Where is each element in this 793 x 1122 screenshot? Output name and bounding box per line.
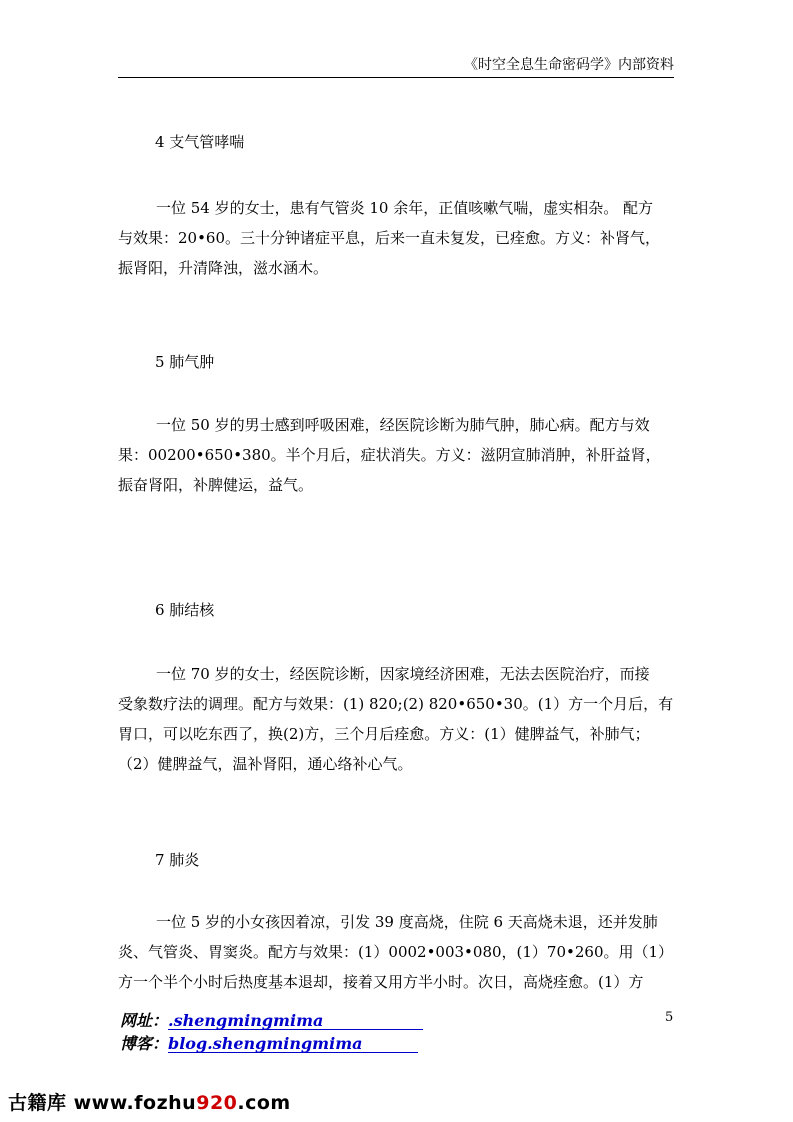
section-body-6 <box>118 659 676 779</box>
body-line: 与效果：20•60。三十分钟诸症平息，后来一直未复发，已痊愈。方义：补肾气， <box>118 229 661 247</box>
section-body-4 <box>118 193 676 283</box>
body-line: 振奋肾阳，补脾健运，益气。 <box>118 476 314 494</box>
website-label: 网址： <box>120 1011 169 1030</box>
body-line: 炎、气管炎、胃窦炎。配方与效果：(1）0002•003•080，(1）70•260。用（1） <box>118 943 674 961</box>
body-line: 振肾阳，升清降浊，滋水涵木。 <box>118 259 329 277</box>
body-line: 一位 54 岁的女士，患有气管炎 10 余年，正值咳嗽气喘，虚实相杂。 配方 <box>156 199 654 217</box>
watermark-highlight: 920 <box>196 1092 238 1114</box>
website-link[interactable]: .shengmingmima <box>168 1012 423 1030</box>
page-header <box>118 55 674 78</box>
blog-link[interactable]: blog.shengmingmima <box>168 1035 418 1053</box>
body-line: 一位 5 岁的小女孩因着凉，引发 39 度高烧，住院 6 天高烧未退，还并发肺 <box>156 913 658 931</box>
website-line <box>120 1011 423 1031</box>
body-line: 胃口，可以吃东西了，换(2)方，三个月后痊愈。方义：(1）健脾益气，补肺气； <box>118 725 650 743</box>
watermark-suffix: .com <box>237 1092 291 1114</box>
section-body-7 <box>118 907 676 997</box>
body-line: 一位 50 岁的男士感到呼吸困难，经医院诊断为肺气肿，肺心病。配方与效 <box>156 416 650 434</box>
section-body-5 <box>118 410 676 500</box>
section-heading-5: 5 肺气肿 <box>155 353 215 371</box>
watermark-prefix: 古籍库 www.fozhu <box>8 1092 197 1114</box>
body-line: 果：00200•650•380。半个月后，症状消失。方义：滋阴宣肺消肿，补肝益肾， <box>118 446 661 464</box>
section-heading-6: 6 肺结核 <box>155 601 215 619</box>
header-title: 《时空全息生命密码学》内部资料 <box>464 57 674 73</box>
body-line: 一位 70 岁的女士，经医院诊断，因家境经济困难，无法去医院治疗，而接 <box>156 665 650 683</box>
blog-line <box>120 1034 418 1054</box>
body-line: （2）健脾益气，温补肾阳，通心络补心气。 <box>118 755 413 773</box>
watermark <box>8 1088 291 1115</box>
body-line: 方一个半个小时后热度基本退却，接着又用方半小时。次日，高烧痊愈。(1）方 <box>118 973 644 991</box>
page-number: 5 <box>665 1010 674 1025</box>
body-line: 受象数疗法的调理。配方与效果：(1) 820;(2) 820•650•30。(1）方一个月后，有 <box>118 695 674 713</box>
blog-label: 博客： <box>120 1034 169 1053</box>
section-heading-7: 7 肺炎 <box>155 851 200 869</box>
section-heading-4: 4 支气管哮喘 <box>155 133 245 151</box>
